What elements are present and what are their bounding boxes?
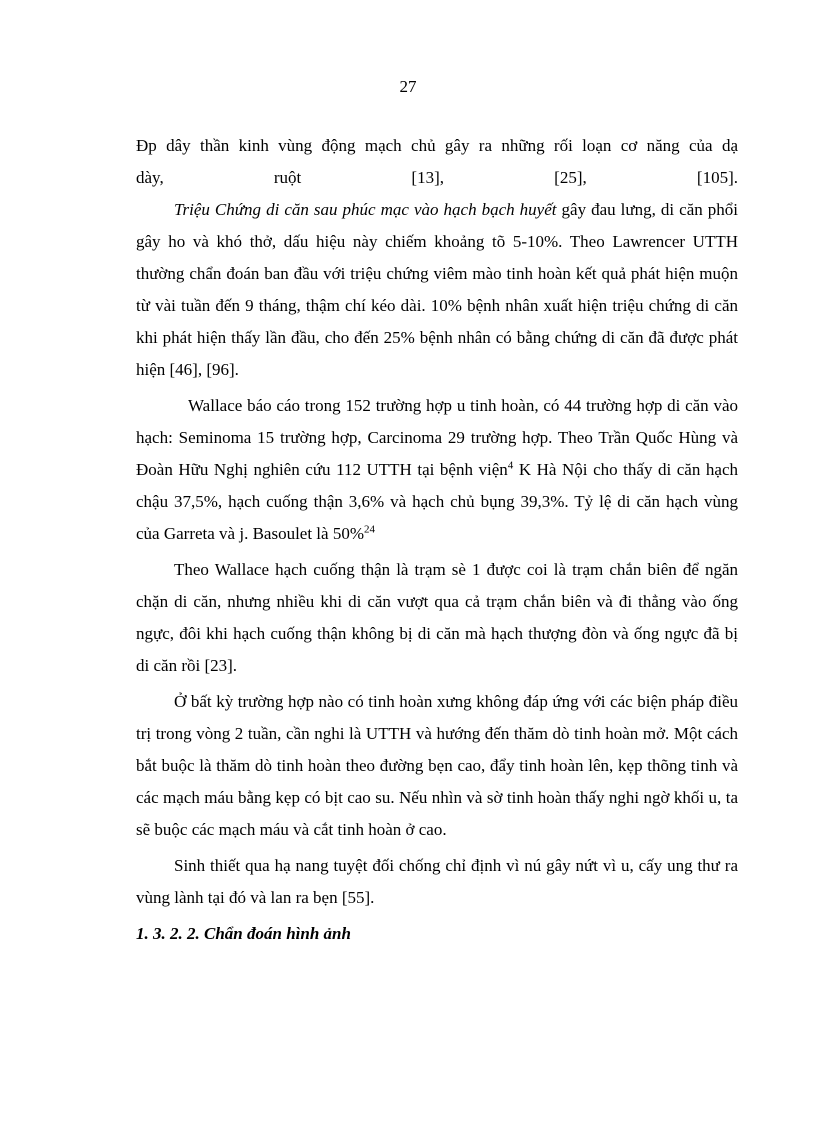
paragraph-1-line-2	[136, 162, 738, 194]
paragraph-3-superscript-1: 4	[507, 459, 514, 472]
paragraph-2-italic-lead: Triệu Chứng di căn sau phúc mạc vào hạch bạch huyết	[174, 200, 557, 219]
paragraph-1-line-1-text: Đp dây thần kinh vùng động mạch chủ gây ra những rối loạn cơ năng của dạ	[136, 136, 738, 155]
page-number: 27	[399, 77, 417, 96]
paragraph-1-line-1	[136, 130, 738, 162]
paragraph-2	[136, 194, 738, 386]
paragraph-5: Ở bất kỳ trường hợp nào có tinh hoàn xưng không đáp ứng với các biện pháp điều trị trong vòng 2 tuần, cần nghi là UTTH và hướng đến thăm dò tinh hoàn mở. Một cách bắt buộc là thăm dò tinh hoàn theo đường bẹn cao, đẩy tinh hoàn lên, kẹp thõng tinh và các mạch máu bằng kẹp có bịt cao su. Nếu nhìn và sờ tinh hoàn thấy nghi ngờ khối u, ta sẽ buộc các mạch máu và cắt tinh hoàn ở cao.	[136, 692, 738, 839]
paragraph-3-text-part-2: K Hà Nội cho thấy di căn hạch chậu 37,5%, hạch cuống thận 3,6% và hạch chủ bụng 39,3%. Tỷ lệ di căn hạch vùng của Garreta và j. Basoulet là 50%	[136, 460, 738, 543]
paragraph-3-superscript-2: 24	[364, 523, 375, 536]
paragraph-6: Sinh thiết qua hạ nang tuyệt đối chống chỉ định vì nú gây nứt vì u, cấy ung thư ra vùng lành tại đó và lan ra bẹn [55].	[136, 856, 738, 907]
paragraph-2-text: gây đau lưng, di căn phổi gây ho và khó thở, dấu hiệu này chiếm khoảng tõ 5-10%. Theo Lawrencer UTTH thường chẩn đoán ban đầu với triệu chứng viêm mào tinh hoàn kết quả phát hiện muộn từ vài tuần đến 9 tháng, thậm chí kéo dài. 10% bệnh nhân xuất hiện triệu chứng di căn khi phát hiện thấy lần đầu, cho đến 25% bệnh nhân có bằng chứng di căn đã được phát hiện [46], [96].	[136, 200, 738, 379]
paragraph-3-text-part-1: Wallace báo cáo trong 152 trường hợp u tinh hoàn, có 44 trường hợp di căn vào hạch: Seminoma 15 trường hợp, Carcinoma 29 trường hợp. Theo Trần Quốc Hùng và Đoàn Hữu Nghị nghiên cứu 112 UTTH tại bệnh viện	[136, 396, 738, 479]
body-text	[136, 130, 738, 950]
paragraph-3	[136, 390, 738, 550]
paragraph-1-line-2-text: dày, ruột [13], [25], [105].	[136, 168, 738, 187]
paragraph-4: Theo Wallace hạch cuống thận là trạm sè 1 được coi là trạm chắn biên để ngăn chặn di căn, nhưng nhiều khi di căn vượt qua cả trạm chắn biên và đi thẳng vào ống ngực, đôi khi hạch cuống thận không bị di căn mà hạch thượng đòn và ống ngực đã bị di căn rồi [23].	[136, 560, 738, 675]
section-heading: 1. 3. 2. 2. Chẩn đoán hình ảnh	[136, 924, 351, 943]
